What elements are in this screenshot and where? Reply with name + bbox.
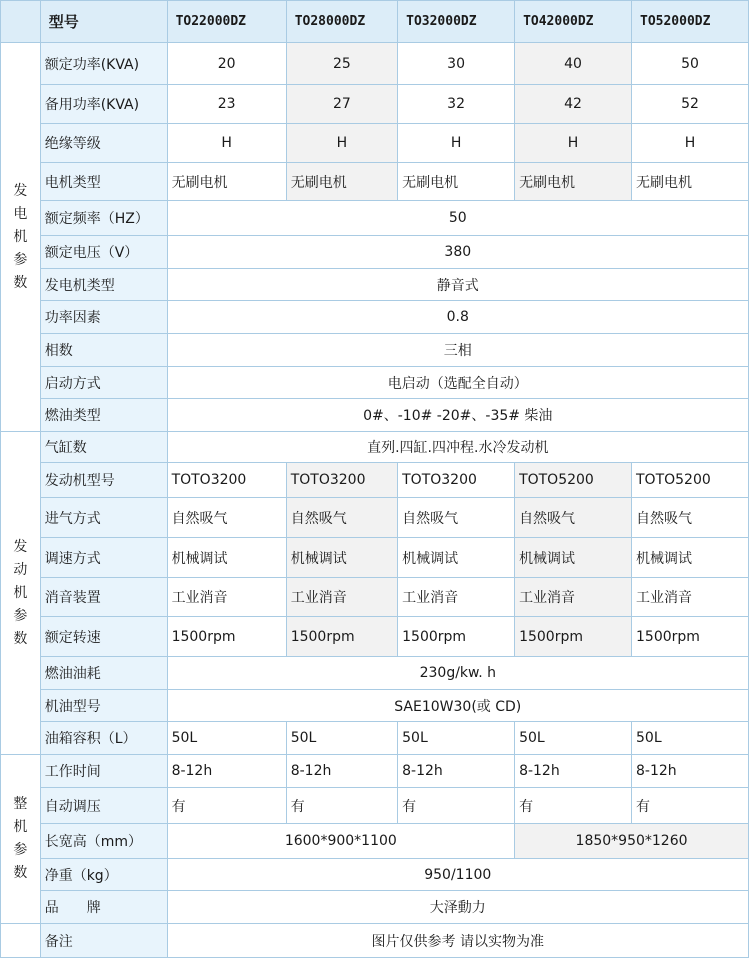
row-label: 气缸数 <box>40 432 167 463</box>
table-cell: 50L <box>515 722 632 755</box>
row-label: 绝缘等级 <box>40 124 167 163</box>
table-cell: TOTO3200 <box>286 463 397 498</box>
corner-cell <box>1 1 41 43</box>
table-cell: 有 <box>632 788 749 824</box>
row-label: 机油型号 <box>40 690 167 722</box>
row-label: 油箱容积（L） <box>40 722 167 755</box>
row-label: 额定频率（HZ） <box>40 201 167 236</box>
table-cell: 1500rpm <box>632 617 749 657</box>
table-row <box>1 43 749 85</box>
row-label: 进气方式 <box>40 498 167 538</box>
table-cell: SAE10W30(或 CD) <box>167 690 748 722</box>
table-row <box>1 859 749 891</box>
table-cell: 1500rpm <box>515 617 632 657</box>
row-label: 启动方式 <box>40 367 167 399</box>
table-cell: 1500rpm <box>167 617 286 657</box>
table-row <box>1 301 749 334</box>
model-name: TO52000DZ <box>632 1 749 43</box>
table-cell: 有 <box>398 788 515 824</box>
row-label: 额定转速 <box>40 617 167 657</box>
table-cell: 1850*950*1260 <box>515 824 749 859</box>
table-cell: 27 <box>286 85 397 124</box>
table-cell: 无刷电机 <box>515 163 632 201</box>
table-cell: 无刷电机 <box>286 163 397 201</box>
row-label: 消音装置 <box>40 578 167 617</box>
table-cell: 8-12h <box>167 755 286 788</box>
table-cell: 8-12h <box>286 755 397 788</box>
table-cell: 25 <box>286 43 397 85</box>
table-cell: 52 <box>632 85 749 124</box>
table-cell: 三相 <box>167 334 748 367</box>
table-cell: H <box>515 124 632 163</box>
table-row <box>1 124 749 163</box>
table-cell: 自然吸气 <box>632 498 749 538</box>
table-cell: 自然吸气 <box>286 498 397 538</box>
row-label: 额定功率(KVA) <box>40 43 167 85</box>
row-label: 燃油油耗 <box>40 657 167 690</box>
table-row <box>1 538 749 578</box>
table-cell: TOTO3200 <box>398 463 515 498</box>
table-cell: 50L <box>632 722 749 755</box>
table-row <box>1 163 749 201</box>
table-cell: 有 <box>286 788 397 824</box>
table-cell: TOTO5200 <box>632 463 749 498</box>
row-label: 发动机型号 <box>40 463 167 498</box>
table-cell: 有 <box>515 788 632 824</box>
table-cell: 无刷电机 <box>632 163 749 201</box>
model-label: 型号 <box>40 1 167 43</box>
table-cell: 直列.四缸.四冲程.水冷发动机 <box>167 432 748 463</box>
row-label: 净重（kg） <box>40 859 167 891</box>
table-cell: 50 <box>167 201 748 236</box>
table-cell: H <box>167 124 286 163</box>
table-cell: H <box>286 124 397 163</box>
table-cell: 工业消音 <box>398 578 515 617</box>
table-cell: 1500rpm <box>286 617 397 657</box>
table-cell: 8-12h <box>632 755 749 788</box>
row-label: 长宽高（mm） <box>40 824 167 859</box>
table-cell: 工业消音 <box>286 578 397 617</box>
row-label: 电机类型 <box>40 163 167 201</box>
table-cell: 机械调试 <box>632 538 749 578</box>
table-row <box>1 891 749 924</box>
table-cell: 1500rpm <box>398 617 515 657</box>
table-row <box>1 755 749 788</box>
row-label: 备用功率(KVA) <box>40 85 167 124</box>
table-cell: 无刷电机 <box>167 163 286 201</box>
table-row <box>1 824 749 859</box>
table-cell: 42 <box>515 85 632 124</box>
table-row <box>1 617 749 657</box>
table-cell: 自然吸气 <box>515 498 632 538</box>
table-cell: 1600*900*1100 <box>167 824 515 859</box>
row-label: 品 牌 <box>40 891 167 924</box>
table-row <box>1 722 749 755</box>
table-cell: H <box>398 124 515 163</box>
table-cell: H <box>632 124 749 163</box>
table-row <box>1 578 749 617</box>
model-name: TO32000DZ <box>398 1 515 43</box>
row-label: 功率因素 <box>40 301 167 334</box>
model-name: TO28000DZ <box>286 1 397 43</box>
table-row <box>1 690 749 722</box>
model-name: TO22000DZ <box>167 1 286 43</box>
table-cell: 有 <box>167 788 286 824</box>
row-label: 调速方式 <box>40 538 167 578</box>
table-cell: 8-12h <box>398 755 515 788</box>
table-cell: 无刷电机 <box>398 163 515 201</box>
table-row <box>1 498 749 538</box>
row-label: 发电机类型 <box>40 269 167 301</box>
table-cell: 8-12h <box>515 755 632 788</box>
table-row <box>1 85 749 124</box>
table-row <box>1 236 749 269</box>
machine-group-label: 整 机 参 数 <box>1 755 41 924</box>
table-row <box>1 432 749 463</box>
table-cell: 静音式 <box>167 269 748 301</box>
row-label: 额定电压（V） <box>40 236 167 269</box>
table-cell: 自然吸气 <box>167 498 286 538</box>
generator-group-label: 发 电 机 参 数 <box>1 43 41 432</box>
engine-group-label: 发 动 机 参 数 <box>1 432 41 755</box>
table-cell: 机械调试 <box>515 538 632 578</box>
row-label: 自动调压 <box>40 788 167 824</box>
table-cell: 32 <box>398 85 515 124</box>
table-cell: 23 <box>167 85 286 124</box>
table-cell: 50L <box>398 722 515 755</box>
table-row <box>1 463 749 498</box>
table-cell: 50L <box>167 722 286 755</box>
table-row <box>1 788 749 824</box>
table-row <box>1 269 749 301</box>
table-cell: 工业消音 <box>515 578 632 617</box>
remarks-group-cell <box>1 924 41 958</box>
table-cell: 40 <box>515 43 632 85</box>
table-row <box>1 201 749 236</box>
table-cell: 230g/kw. h <box>167 657 748 690</box>
table-cell: 380 <box>167 236 748 269</box>
table-row <box>1 924 749 958</box>
table-cell: 机械调试 <box>398 538 515 578</box>
header-row <box>1 1 749 43</box>
table-row <box>1 399 749 432</box>
row-label: 工作时间 <box>40 755 167 788</box>
table-cell: 工业消音 <box>632 578 749 617</box>
model-name: TO42000DZ <box>515 1 632 43</box>
row-label: 相数 <box>40 334 167 367</box>
table-cell: 大泽動力 <box>167 891 748 924</box>
table-cell: 30 <box>398 43 515 85</box>
table-cell: TOTO5200 <box>515 463 632 498</box>
table-cell: 0#、-10# -20#、-35# 柴油 <box>167 399 748 432</box>
row-label: 燃油类型 <box>40 399 167 432</box>
row-label: 备注 <box>40 924 167 958</box>
table-cell: 950/1100 <box>167 859 748 891</box>
table-cell: 图片仅供参考 请以实物为准 <box>167 924 748 958</box>
table-cell: 0.8 <box>167 301 748 334</box>
table-cell: 电启动（选配全自动） <box>167 367 748 399</box>
table-row <box>1 657 749 690</box>
table-cell: 自然吸气 <box>398 498 515 538</box>
table-cell: 机械调试 <box>286 538 397 578</box>
table-cell: 机械调试 <box>167 538 286 578</box>
table-cell: 50L <box>286 722 397 755</box>
table-cell: 20 <box>167 43 286 85</box>
table-cell: 50 <box>632 43 749 85</box>
table-cell: 工业消音 <box>167 578 286 617</box>
table-row <box>1 334 749 367</box>
table-cell: TOTO3200 <box>167 463 286 498</box>
table-row <box>1 367 749 399</box>
